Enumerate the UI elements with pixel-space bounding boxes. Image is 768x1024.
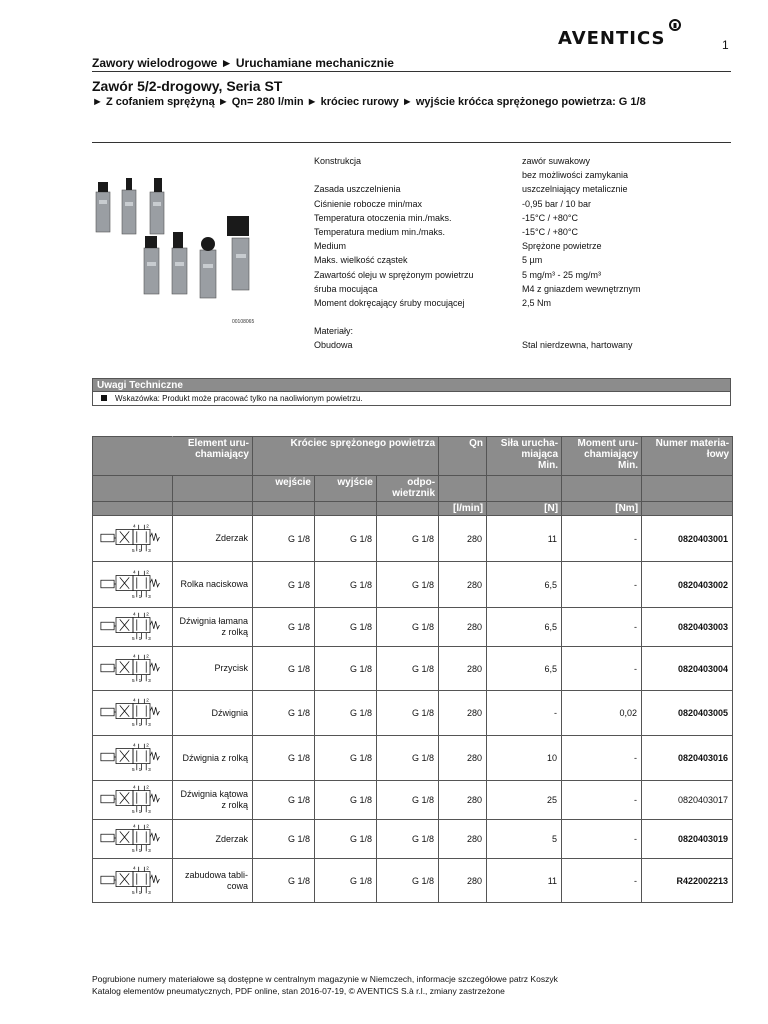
spec-row xyxy=(314,324,734,338)
cell-sila: - xyxy=(487,691,562,736)
spec-row xyxy=(314,154,734,168)
header-sila: Siła urucha- miająca Min. xyxy=(487,437,562,476)
cell-wejscie: G 1/8 xyxy=(253,562,315,608)
cell-qn: 280 xyxy=(439,516,487,562)
page-subtitle: ► Z cofaniem sprężyną ► Qn= 280 l/min ► króciec rurowy ► wyjście króćca sprężonego powietrza: G 1/8 xyxy=(92,96,646,108)
table-row xyxy=(93,820,733,859)
cell-wyjscie: G 1/8 xyxy=(315,781,377,820)
notes-heading: Uwagi Techniczne xyxy=(92,378,731,392)
header-blank xyxy=(562,476,642,502)
svg-text:2: 2 xyxy=(145,785,149,791)
symbol-cell xyxy=(93,562,173,608)
cell-odpowietrznik: G 1/8 xyxy=(377,820,439,859)
spec-row xyxy=(314,239,734,253)
cell-sila: 11 xyxy=(487,859,562,903)
symbol-cell xyxy=(93,736,173,781)
cell-odpowietrznik: G 1/8 xyxy=(377,608,439,647)
page-number: 1 xyxy=(722,38,729,52)
cell-numer: 0820403003 xyxy=(642,608,733,647)
cell-odpowietrznik: G 1/8 xyxy=(377,859,439,903)
cell-moment: - xyxy=(562,736,642,781)
spec-row xyxy=(314,211,734,225)
cell-qn: 280 xyxy=(439,820,487,859)
svg-text:3: 3 xyxy=(147,810,151,816)
symbol-cell xyxy=(93,516,173,562)
svg-text:2: 2 xyxy=(145,698,149,704)
cell-wejscie: G 1/8 xyxy=(253,820,315,859)
section-divider xyxy=(92,142,731,143)
cell-element: Dźwignia łamana z rolką xyxy=(173,608,253,647)
header-blank xyxy=(439,476,487,502)
cell-moment: 0,02 xyxy=(562,691,642,736)
cell-element: Dźwignia kątowa z rolką xyxy=(173,781,253,820)
table-row xyxy=(93,516,733,562)
svg-text:1: 1 xyxy=(138,594,141,600)
svg-text:2: 2 xyxy=(145,824,149,830)
svg-text:4: 4 xyxy=(132,524,136,530)
symbol-cell xyxy=(93,781,173,820)
spec-key: Temperatura medium min./maks. xyxy=(314,226,446,237)
spec-row xyxy=(314,310,734,324)
svg-text:3: 3 xyxy=(147,594,151,600)
cell-qn: 280 xyxy=(439,859,487,903)
spec-row xyxy=(314,282,734,296)
header-element: Element uru- chamiający xyxy=(173,437,253,476)
spec-key: Moment dokręcający śruby mocującej xyxy=(314,297,465,308)
valve-symbol-icon xyxy=(94,521,172,555)
spec-list xyxy=(314,154,734,353)
cell-qn: 280 xyxy=(439,608,487,647)
spec-value: 5 mg/m³ - 25 mg/m³ xyxy=(522,269,602,280)
cell-numer: 0820403001 xyxy=(642,516,733,562)
spec-row xyxy=(314,253,734,267)
spec-value: -15°C / +80°C xyxy=(522,226,578,237)
svg-text:4: 4 xyxy=(132,698,136,704)
cell-qn: 280 xyxy=(439,781,487,820)
cell-numer: 0820403002 xyxy=(642,562,733,608)
valve-symbol-icon xyxy=(94,695,172,729)
svg-text:1: 1 xyxy=(138,723,141,729)
svg-text:1: 1 xyxy=(138,548,141,554)
valve-symbol-icon xyxy=(94,609,172,643)
header-blank xyxy=(642,502,733,516)
valve-symbol-icon xyxy=(94,863,172,897)
spec-key: Materiały: xyxy=(314,326,354,337)
svg-text:5: 5 xyxy=(131,810,135,816)
symbol-cell xyxy=(93,820,173,859)
cell-moment: - xyxy=(562,516,642,562)
cell-wejscie: G 1/8 xyxy=(253,736,315,781)
svg-text:5: 5 xyxy=(131,548,135,554)
cell-sila: 5 xyxy=(487,820,562,859)
svg-text:1: 1 xyxy=(138,810,141,816)
symbol-cell xyxy=(93,859,173,903)
spec-row xyxy=(314,182,734,196)
cell-numer: 0820403016 xyxy=(642,736,733,781)
header-blank xyxy=(487,476,562,502)
cell-numer: 0820403019 xyxy=(642,820,733,859)
valve-symbol-icon xyxy=(94,651,172,685)
photo-id: 00108065 xyxy=(232,319,255,325)
cell-odpowietrznik: G 1/8 xyxy=(377,781,439,820)
svg-text:5: 5 xyxy=(131,678,135,684)
cell-moment: - xyxy=(562,820,642,859)
page-title: Zawór 5/2-drogowy, Seria ST xyxy=(92,78,283,94)
bullet-square-icon xyxy=(101,395,107,401)
svg-text:5: 5 xyxy=(131,594,135,600)
cell-qn: 280 xyxy=(439,691,487,736)
svg-text:4: 4 xyxy=(132,570,136,576)
svg-text:2: 2 xyxy=(145,654,149,660)
cell-qn: 280 xyxy=(439,562,487,608)
cell-numer: R422002213 xyxy=(642,859,733,903)
header-blank xyxy=(253,502,315,516)
cell-wejscie: G 1/8 xyxy=(253,647,315,691)
svg-text:3: 3 xyxy=(147,890,151,896)
cell-numer: 0820403005 xyxy=(642,691,733,736)
spec-key: Zawartość oleju w sprężonym powietrzu xyxy=(314,269,474,280)
header-blank xyxy=(377,502,439,516)
cell-wyjscie: G 1/8 xyxy=(315,820,377,859)
svg-text:1: 1 xyxy=(138,849,141,855)
header-unit-qn: [l/min] xyxy=(439,502,487,516)
cell-moment: - xyxy=(562,859,642,903)
table-row xyxy=(93,647,733,691)
table-row xyxy=(93,562,733,608)
header-blank xyxy=(173,476,253,502)
cell-numer: 0820403004 xyxy=(642,647,733,691)
cell-wejscie: G 1/8 xyxy=(253,859,315,903)
table-row xyxy=(93,691,733,736)
cell-wejscie: G 1/8 xyxy=(253,516,315,562)
cell-qn: 280 xyxy=(439,736,487,781)
svg-text:1: 1 xyxy=(138,768,141,774)
spec-key: Zasada uszczelnienia xyxy=(314,184,401,195)
table-row xyxy=(93,736,733,781)
product-table xyxy=(92,436,733,903)
svg-text:5: 5 xyxy=(131,849,135,855)
spec-row xyxy=(314,338,734,352)
header-blank xyxy=(315,502,377,516)
spec-value: Sprężone powietrze xyxy=(522,241,602,252)
cell-wyjscie: G 1/8 xyxy=(315,736,377,781)
cell-sila: 10 xyxy=(487,736,562,781)
notes-body xyxy=(92,392,731,406)
header-blank xyxy=(173,502,253,516)
cell-wyjscie: G 1/8 xyxy=(315,608,377,647)
cell-element: Zderzak xyxy=(173,820,253,859)
spec-key: śruba mocująca xyxy=(314,283,378,294)
spec-value: Stal nierdzewna, hartowany xyxy=(522,340,633,351)
cell-wyjscie: G 1/8 xyxy=(315,691,377,736)
logo-mark-icon xyxy=(668,18,682,32)
cell-sila: 6,5 xyxy=(487,647,562,691)
cell-element: zabudowa tabli- cowa xyxy=(173,859,253,903)
spec-value: 5 µm xyxy=(522,255,543,266)
svg-text:3: 3 xyxy=(147,548,151,554)
header-unit-sila: [N] xyxy=(487,502,562,516)
aventics-logo: AVENTICS xyxy=(558,28,666,49)
svg-text:4: 4 xyxy=(132,654,136,660)
svg-text:5: 5 xyxy=(131,723,135,729)
cell-moment: - xyxy=(562,608,642,647)
cell-wejscie: G 1/8 xyxy=(253,781,315,820)
spec-row xyxy=(314,296,734,310)
svg-text:3: 3 xyxy=(147,723,151,729)
svg-text:3: 3 xyxy=(147,678,151,684)
notes-text: Wskazówka: Produkt może pracować tylko na naoliwionym powietrzu. xyxy=(115,394,363,403)
valve-symbol-icon xyxy=(94,821,172,855)
cell-moment: - xyxy=(562,781,642,820)
cell-wyjscie: G 1/8 xyxy=(315,647,377,691)
cell-odpowietrznik: G 1/8 xyxy=(377,691,439,736)
spec-value: zawór suwakowy xyxy=(522,156,591,166)
cell-sila: 25 xyxy=(487,781,562,820)
svg-text:4: 4 xyxy=(132,866,136,872)
footer xyxy=(92,973,558,997)
svg-text:1: 1 xyxy=(138,678,141,684)
svg-text:1: 1 xyxy=(138,890,141,896)
cell-wejscie: G 1/8 xyxy=(253,691,315,736)
cell-wyjscie: G 1/8 xyxy=(315,859,377,903)
table-row xyxy=(93,859,733,903)
svg-text:1: 1 xyxy=(138,637,141,643)
cell-moment: - xyxy=(562,562,642,608)
spec-value: uszczelniający metalicznie xyxy=(522,184,628,195)
spec-value: bez możliwości zamykania xyxy=(522,170,629,181)
footer-line-1: Pogrubione numery materiałowe są dostępne w centralnym magazynie w Niemczech, informacje szczegółowe patrz Koszyk xyxy=(92,974,558,984)
spec-row xyxy=(314,168,734,182)
header-moment: Moment uru- chamiający Min. xyxy=(562,437,642,476)
svg-text:2: 2 xyxy=(145,866,149,872)
valve-symbol-icon xyxy=(94,782,172,816)
cell-odpowietrznik: G 1/8 xyxy=(377,516,439,562)
svg-text:4: 4 xyxy=(132,824,136,830)
cell-sila: 11 xyxy=(487,516,562,562)
spec-key: Obudowa xyxy=(314,340,353,351)
svg-text:4: 4 xyxy=(132,785,136,791)
svg-text:5: 5 xyxy=(131,768,135,774)
cell-sila: 6,5 xyxy=(487,562,562,608)
spec-value: -0,95 bar / 10 bar xyxy=(522,198,592,209)
svg-text:3: 3 xyxy=(147,849,151,855)
spec-key: Temperatura otoczenia min./maks. xyxy=(314,212,452,223)
product-photo xyxy=(92,178,262,318)
header-wejscie: wejście xyxy=(253,476,315,502)
svg-text:2: 2 xyxy=(145,570,149,576)
valve-symbol-icon xyxy=(94,567,172,601)
breadcrumb: Zawory wielodrogowe ► Uruchamiane mechanicznie xyxy=(92,56,394,70)
header-unit-moment: [Nm] xyxy=(562,502,642,516)
cell-odpowietrznik: G 1/8 xyxy=(377,647,439,691)
header-blank xyxy=(93,502,173,516)
header-divider xyxy=(92,71,731,72)
table-row xyxy=(93,608,733,647)
spec-row xyxy=(314,268,734,282)
spec-key: Ciśnienie robocze min/max xyxy=(314,198,423,209)
cell-element: Dźwignia z rolką xyxy=(173,736,253,781)
svg-text:5: 5 xyxy=(131,890,135,896)
cell-element: Rolka naciskowa xyxy=(173,562,253,608)
symbol-cell xyxy=(93,647,173,691)
spec-key: Medium xyxy=(314,241,347,252)
spec-value: 2,5 Nm xyxy=(522,297,552,308)
cell-odpowietrznik: G 1/8 xyxy=(377,736,439,781)
spec-value: -15°C / +80°C xyxy=(522,212,578,223)
header-qn: Qn xyxy=(439,437,487,476)
spec-key: Maks. wielkość cząstek xyxy=(314,255,408,266)
cell-element: Zderzak xyxy=(173,516,253,562)
spec-key: Konstrukcja xyxy=(314,156,362,166)
spec-row xyxy=(314,197,734,211)
svg-text:3: 3 xyxy=(147,637,151,643)
cell-element: Dźwignia xyxy=(173,691,253,736)
svg-text:4: 4 xyxy=(132,743,136,749)
footer-line-2: Katalog elementów pneumatycznych, PDF online, stan 2016-07-19, © AVENTICS S.à r.l., zmiany zastrzeżone xyxy=(92,986,505,996)
header-odpowietrznik: odpo- wietrznik xyxy=(377,476,439,502)
header-wyjscie: wyjście xyxy=(315,476,377,502)
header-blank xyxy=(642,476,733,502)
symbol-cell xyxy=(93,691,173,736)
cell-moment: - xyxy=(562,647,642,691)
spec-value: M4 z gniazdem wewnętrznym xyxy=(522,283,641,294)
cell-wejscie: G 1/8 xyxy=(253,608,315,647)
valve-symbol-icon xyxy=(94,740,172,774)
cell-numer: 0820403017 xyxy=(642,781,733,820)
svg-text:5: 5 xyxy=(131,637,135,643)
symbol-cell xyxy=(93,608,173,647)
svg-text:2: 2 xyxy=(145,743,149,749)
cell-element: Przycisk xyxy=(173,647,253,691)
svg-text:2: 2 xyxy=(145,612,149,618)
cell-wyjscie: G 1/8 xyxy=(315,562,377,608)
svg-text:4: 4 xyxy=(132,612,136,618)
cell-sila: 6,5 xyxy=(487,608,562,647)
cell-wyjscie: G 1/8 xyxy=(315,516,377,562)
svg-text:2: 2 xyxy=(145,524,149,530)
svg-text:3: 3 xyxy=(147,768,151,774)
table-row xyxy=(93,781,733,820)
header-blank xyxy=(93,476,173,502)
cell-odpowietrznik: G 1/8 xyxy=(377,562,439,608)
spec-row xyxy=(314,225,734,239)
cell-qn: 280 xyxy=(439,647,487,691)
header-numer: Numer materia- łowy xyxy=(642,437,733,476)
header-symbol xyxy=(93,437,173,476)
header-krociec: Króciec sprężonego powietrza xyxy=(253,437,439,476)
